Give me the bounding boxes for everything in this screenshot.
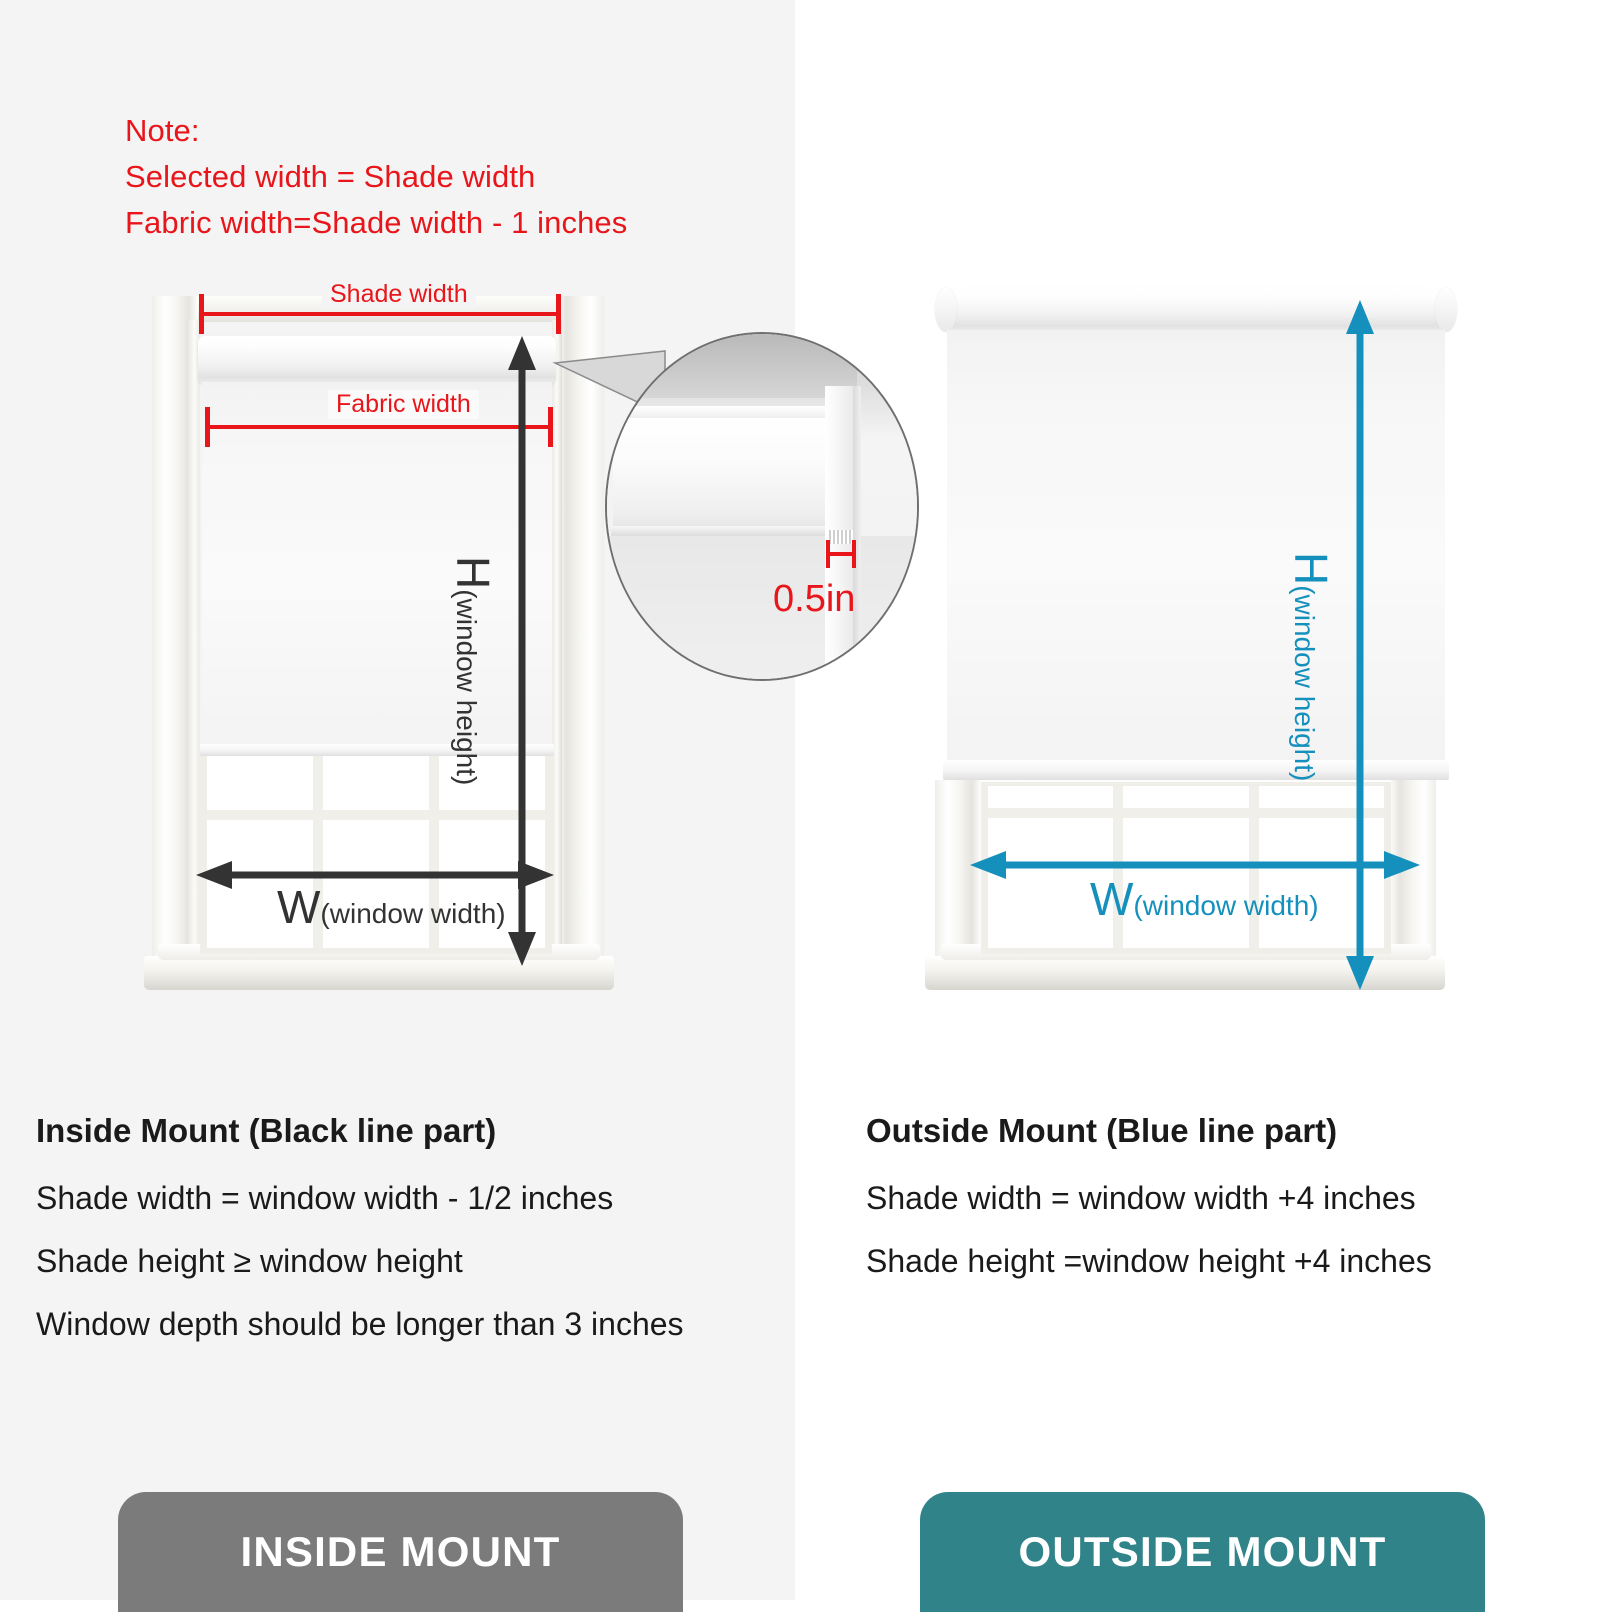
outside-width-symbol: W xyxy=(1090,873,1134,925)
shade-width-dim-line xyxy=(200,312,560,316)
inside-width-label xyxy=(277,880,506,934)
inside-width-symbol: W xyxy=(277,881,321,933)
shade-width-tick-right xyxy=(556,294,561,334)
inside-mount-rule-1: Shade width = window width - 1/2 inches xyxy=(36,1180,614,1216)
window-pane xyxy=(988,786,1113,808)
outside-roller-cap-right xyxy=(1435,288,1457,332)
window-pane xyxy=(323,752,429,810)
inside-height-sub: (window height) xyxy=(451,589,482,786)
inside-mount-rule-3: Window depth should be longer than 3 inches xyxy=(36,1306,684,1342)
outside-mount-heading: Outside Mount (Blue line part) xyxy=(866,1112,1338,1149)
inside-mount-heading: Inside Mount (Black line part) xyxy=(36,1112,497,1149)
outside-mount-text-block xyxy=(866,1112,1586,1280)
window-pane xyxy=(207,752,313,810)
inside-width-sub: (window width) xyxy=(320,898,506,929)
window-pane xyxy=(1123,786,1248,808)
outside-mount-button[interactable]: OUTSIDE MOUNT xyxy=(920,1492,1485,1612)
outside-mount-illustration xyxy=(795,0,1600,1030)
outside-height-arrow xyxy=(1340,300,1380,990)
note-line-1: Selected width = Shade width xyxy=(125,159,536,194)
outside-mount-rule-2: Shade height =window height +4 inches xyxy=(866,1243,1432,1279)
outside-height-symbol: H xyxy=(1285,552,1337,586)
window-sill xyxy=(144,956,614,990)
outside-height-sub: (window height) xyxy=(1289,585,1320,782)
shade-width-label: Shade width xyxy=(322,280,476,309)
outside-roller-cap-left xyxy=(935,288,957,332)
shade-width-tick-left xyxy=(199,294,204,334)
mag-depth-value: 0.5in xyxy=(773,578,856,620)
inside-mount-button[interactable]: INSIDE MOUNT xyxy=(118,1492,683,1612)
note-line-2: Fabric width=Shade width - 1 inches xyxy=(125,205,628,240)
fabric-width-dim-line xyxy=(206,425,550,429)
fabric-width-label: Fabric width xyxy=(328,390,479,419)
inside-height-symbol: H xyxy=(447,556,499,590)
outside-height-label xyxy=(1284,552,1338,781)
fabric-width-tick-left xyxy=(205,407,210,447)
inside-height-label xyxy=(446,556,500,785)
inside-mount-text-block xyxy=(36,1112,776,1343)
outside-width-sub: (window width) xyxy=(1133,890,1319,921)
outside-width-label xyxy=(1090,872,1319,926)
inside-mount-rule-2: Shade height ≥ window height xyxy=(36,1243,463,1279)
note-title: Note: xyxy=(125,113,200,148)
shade-bottom-rail xyxy=(200,744,554,756)
outside-mount-rule-1: Shade width = window width +4 inches xyxy=(866,1180,1416,1216)
